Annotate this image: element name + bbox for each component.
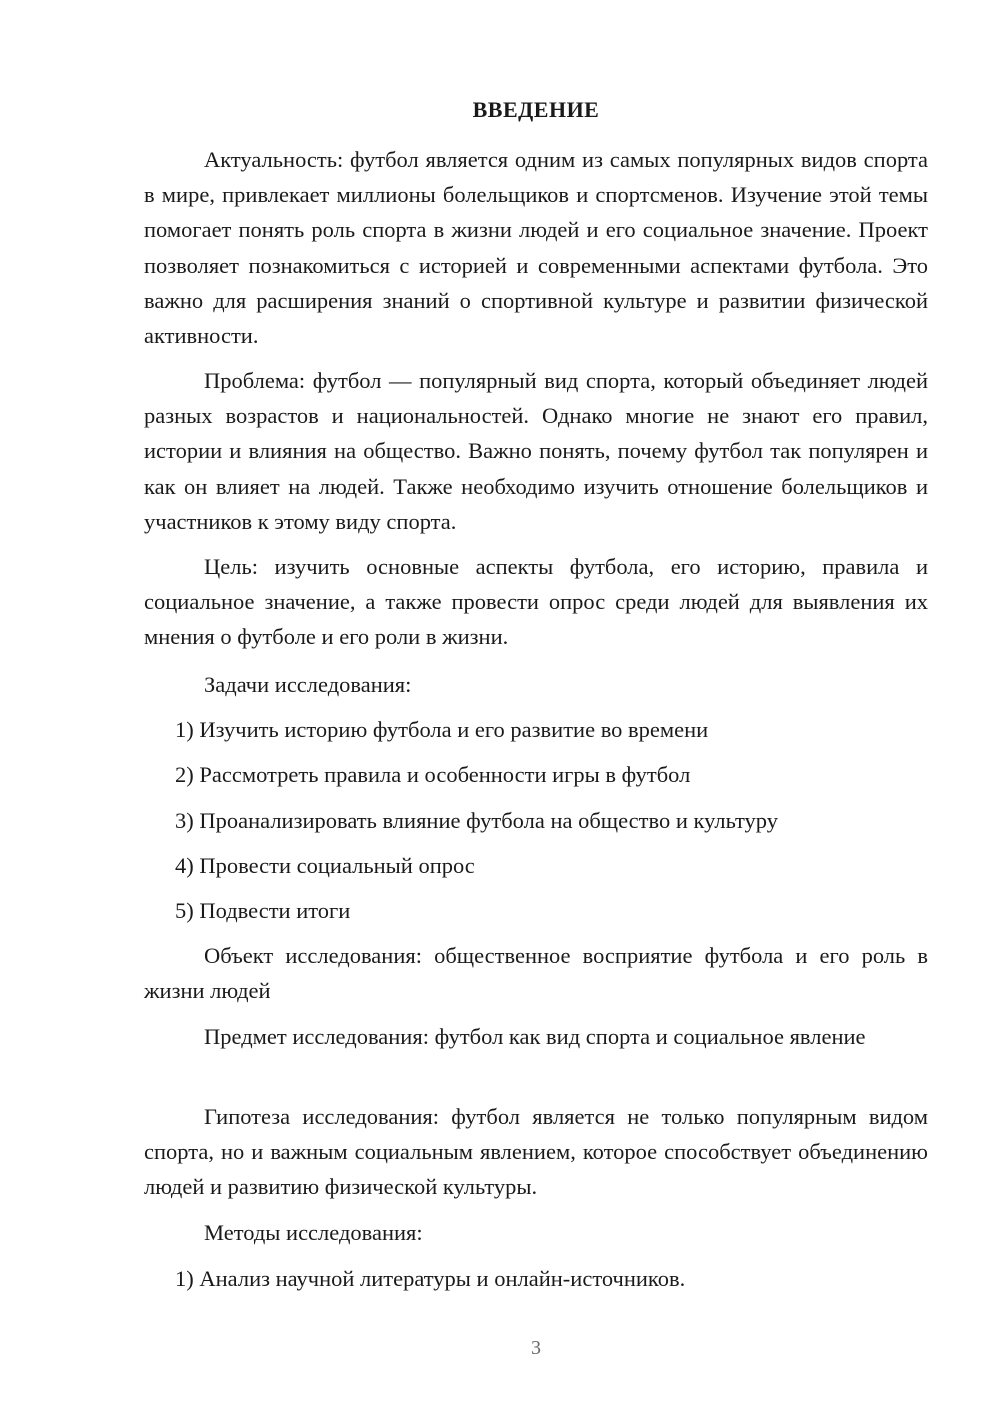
task-item: 5) Подвести итоги (175, 898, 351, 923)
task-item: 3) Проанализировать влияние футбола на общество и культуру (175, 808, 779, 833)
object-paragraph: Объект исследования: общественное восприятие футбола и его роль в жизни людей (144, 943, 928, 1004)
task-item: 1) Изучить историю футбола и его развитие во времени (175, 717, 709, 742)
tasks-heading: Задачи исследования: (204, 672, 412, 697)
relevance-paragraph: Актуальность: футбол является одним из самых популярных видов спорта в мире, привлекает миллионы болельщиков и спортсменов. Изучение этой темы помогает понять роль спорта в жизни людей и его социальное значение. Проект позволяет познакомиться с историей и современными аспектами футбола. Это важно для расширения знаний о спортивной культуре и развитии физической активности. (144, 147, 928, 349)
task-item: 4) Провести социальный опрос (175, 853, 475, 878)
hypothesis-paragraph: Гипотеза исследования: футбол является не только популярным видом спорта, но и важным социальным явлением, которое способствует объединению людей и развитию физической культуры. (144, 1104, 928, 1200)
problem-paragraph: Проблема: футбол — популярный вид спорта, который объединяет людей разных возрастов и национальностей. Однако многие не знают его правил, истории и влияния на общество. Важно понять, почему футбол так популярен и как он влияет на людей. Также необходимо изучить отношение болельщиков и участников к этому виду спорта. (144, 368, 928, 534)
goal-paragraph: Цель: изучить основные аспекты футбола, его историю, правила и социальное значение, а также провести опрос среди людей для выявления их мнения о футболе и его роли в жизни. (144, 554, 928, 650)
subject-paragraph: Предмет исследования: футбол как вид спорта и социальное явление (204, 1024, 866, 1049)
page-number: 3 (531, 1337, 541, 1359)
method-item: 1) Анализ научной литературы и онлайн-источников. (175, 1266, 686, 1291)
task-item: 2) Рассмотреть правила и особенности игры в футбол (175, 762, 691, 787)
methods-heading: Методы исследования: (204, 1220, 423, 1245)
page-title: ВВЕДЕНИЕ (472, 97, 600, 122)
